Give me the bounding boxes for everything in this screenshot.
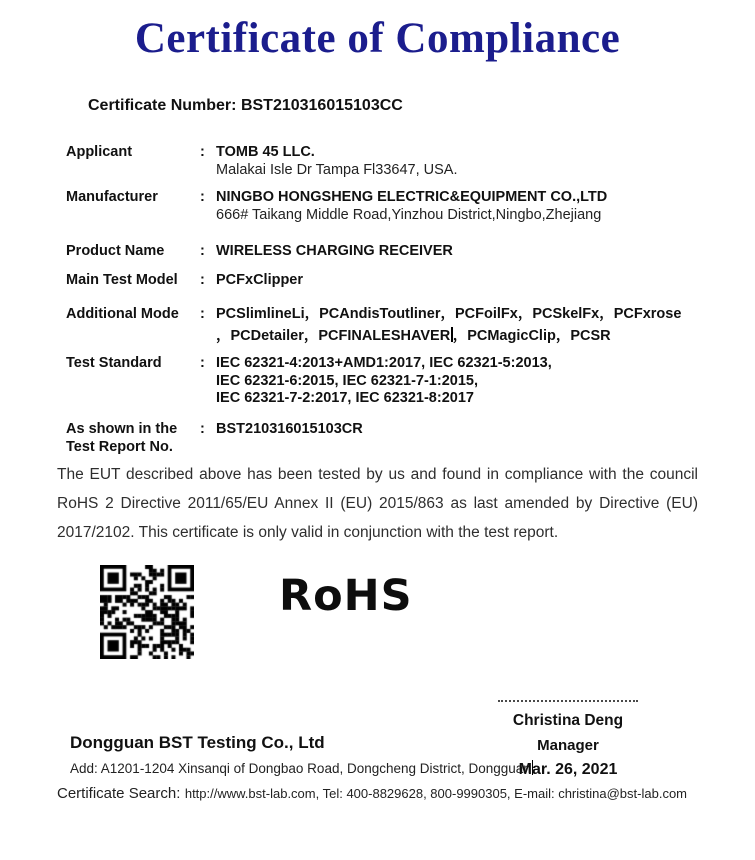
- test-report-label-line1: As shown in the: [66, 420, 178, 437]
- lab-address-text: Add: A1201-1204 Xinsanqi of Dongbao Road, Dongcheng District, Dongguan: [70, 760, 531, 776]
- product-name-label: Product Name: [66, 243, 165, 259]
- certificate-title: Certificate of Compliance: [134, 15, 621, 62]
- test-standard-value: [216, 355, 698, 408]
- additional-mode-label: Additional Mode: [66, 306, 179, 322]
- qr-code-icon: [100, 565, 194, 659]
- product-name-value: [216, 242, 698, 260]
- test-standard-line3: IEC 62321-7-2:2017, IEC 62321-8:2017: [216, 390, 474, 406]
- main-test-model-label: Main Test Model: [66, 272, 178, 288]
- additional-mode-line2: [216, 325, 698, 347]
- field-colon: :: [200, 272, 205, 288]
- field-row-main-test-model: [66, 271, 698, 289]
- lab-company-name: Dongguan BST Testing Co., Ltd: [70, 732, 325, 752]
- manufacturer-name: NINGBO HONGSHENG ELECTRIC&EQUIPMENT CO.,LTD: [216, 189, 608, 205]
- main-test-model-text: PCFxClipper: [216, 272, 304, 288]
- certificate-fields: [66, 143, 698, 456]
- certificate-search-label: Certificate Search:: [57, 784, 181, 802]
- field-colon: :: [200, 189, 205, 205]
- field-colon: :: [200, 355, 205, 371]
- applicant-label: Applicant: [66, 144, 133, 160]
- main-test-model-value: [216, 271, 698, 289]
- signature-dotted-line: [498, 700, 638, 702]
- signature-date: Mar. 26, 2021: [518, 761, 618, 778]
- certificate-search-value: http://www.bst-lab.com, Tel: 400-8829628, 800-9990305, E-mail: christina@bst-lab.com: [184, 785, 688, 801]
- signer-name: Christina Deng: [512, 712, 624, 729]
- applicant-address: Malakai Isle Dr Tampa Fl33647, USA.: [216, 162, 458, 178]
- field-row-test-report-no: [66, 420, 698, 456]
- field-row-additional-mode: [66, 303, 698, 347]
- applicant-value: [216, 143, 698, 179]
- certificate-number-label: Certificate Number:: [88, 97, 237, 114]
- test-report-number: BST210316015103CR: [216, 420, 363, 437]
- manufacturer-label: Manufacturer: [66, 189, 158, 205]
- manufacturer-address: 666# Taikang Middle Road,Yinzhou District,Ningbo,Zhejiang: [216, 207, 602, 223]
- field-row-applicant: [66, 143, 698, 179]
- compliance-statement: The EUT described above has been tested by us and found in compliance with the council RoHS 2 Directive 2011/65/EU Annex II (EU) 2015/863 as last amended by Directive (EU) 2017/2102. This certificate is only valid in conjunction with the test report.: [57, 465, 698, 541]
- signer-title: Manager: [537, 737, 599, 754]
- field-colon: :: [200, 144, 205, 160]
- test-report-value: [216, 420, 698, 438]
- additional-mode-value: [216, 303, 698, 347]
- certificate-number-value: BST210316015103CC: [240, 97, 403, 114]
- test-standard-line1: IEC 62321-4:2013+AMD1:2017, IEC 62321-5:2013,: [216, 355, 552, 371]
- rohs-mark: RoHS: [279, 570, 413, 621]
- test-report-label-line2: Test Report No.: [66, 438, 173, 455]
- additional-mode-line2-post: ，PCMagicClip，PCSR: [452, 328, 611, 344]
- test-report-label: [66, 420, 200, 456]
- applicant-name: TOMB 45 LLC.: [216, 144, 315, 160]
- field-row-test-standard: [66, 355, 698, 408]
- field-row-manufacturer: [66, 188, 698, 224]
- additional-mode-line2-pre: ，PCDetailer，PCFINALESHAVER: [216, 328, 451, 344]
- certificate-number-line: [88, 97, 698, 115]
- additional-mode-line1: PCSlimlineLi，PCAndisToutliner，PCFoilFx，PCSkelFx，PCFxrose: [216, 306, 682, 322]
- certificate-search-line: [57, 785, 698, 803]
- signature-block: [462, 700, 674, 779]
- qr-rohs-row: [100, 565, 698, 659]
- field-row-product-name: [66, 242, 698, 260]
- field-colon: :: [200, 420, 205, 437]
- field-colon: :: [200, 306, 205, 322]
- test-standard-label: Test Standard: [66, 355, 162, 371]
- field-colon: :: [200, 243, 205, 259]
- manufacturer-value: [216, 188, 698, 224]
- test-standard-line2: IEC 62321-6:2015, IEC 62321-7-1:2015,: [216, 372, 478, 389]
- product-name-text: WIRELESS CHARGING RECEIVER: [216, 243, 453, 259]
